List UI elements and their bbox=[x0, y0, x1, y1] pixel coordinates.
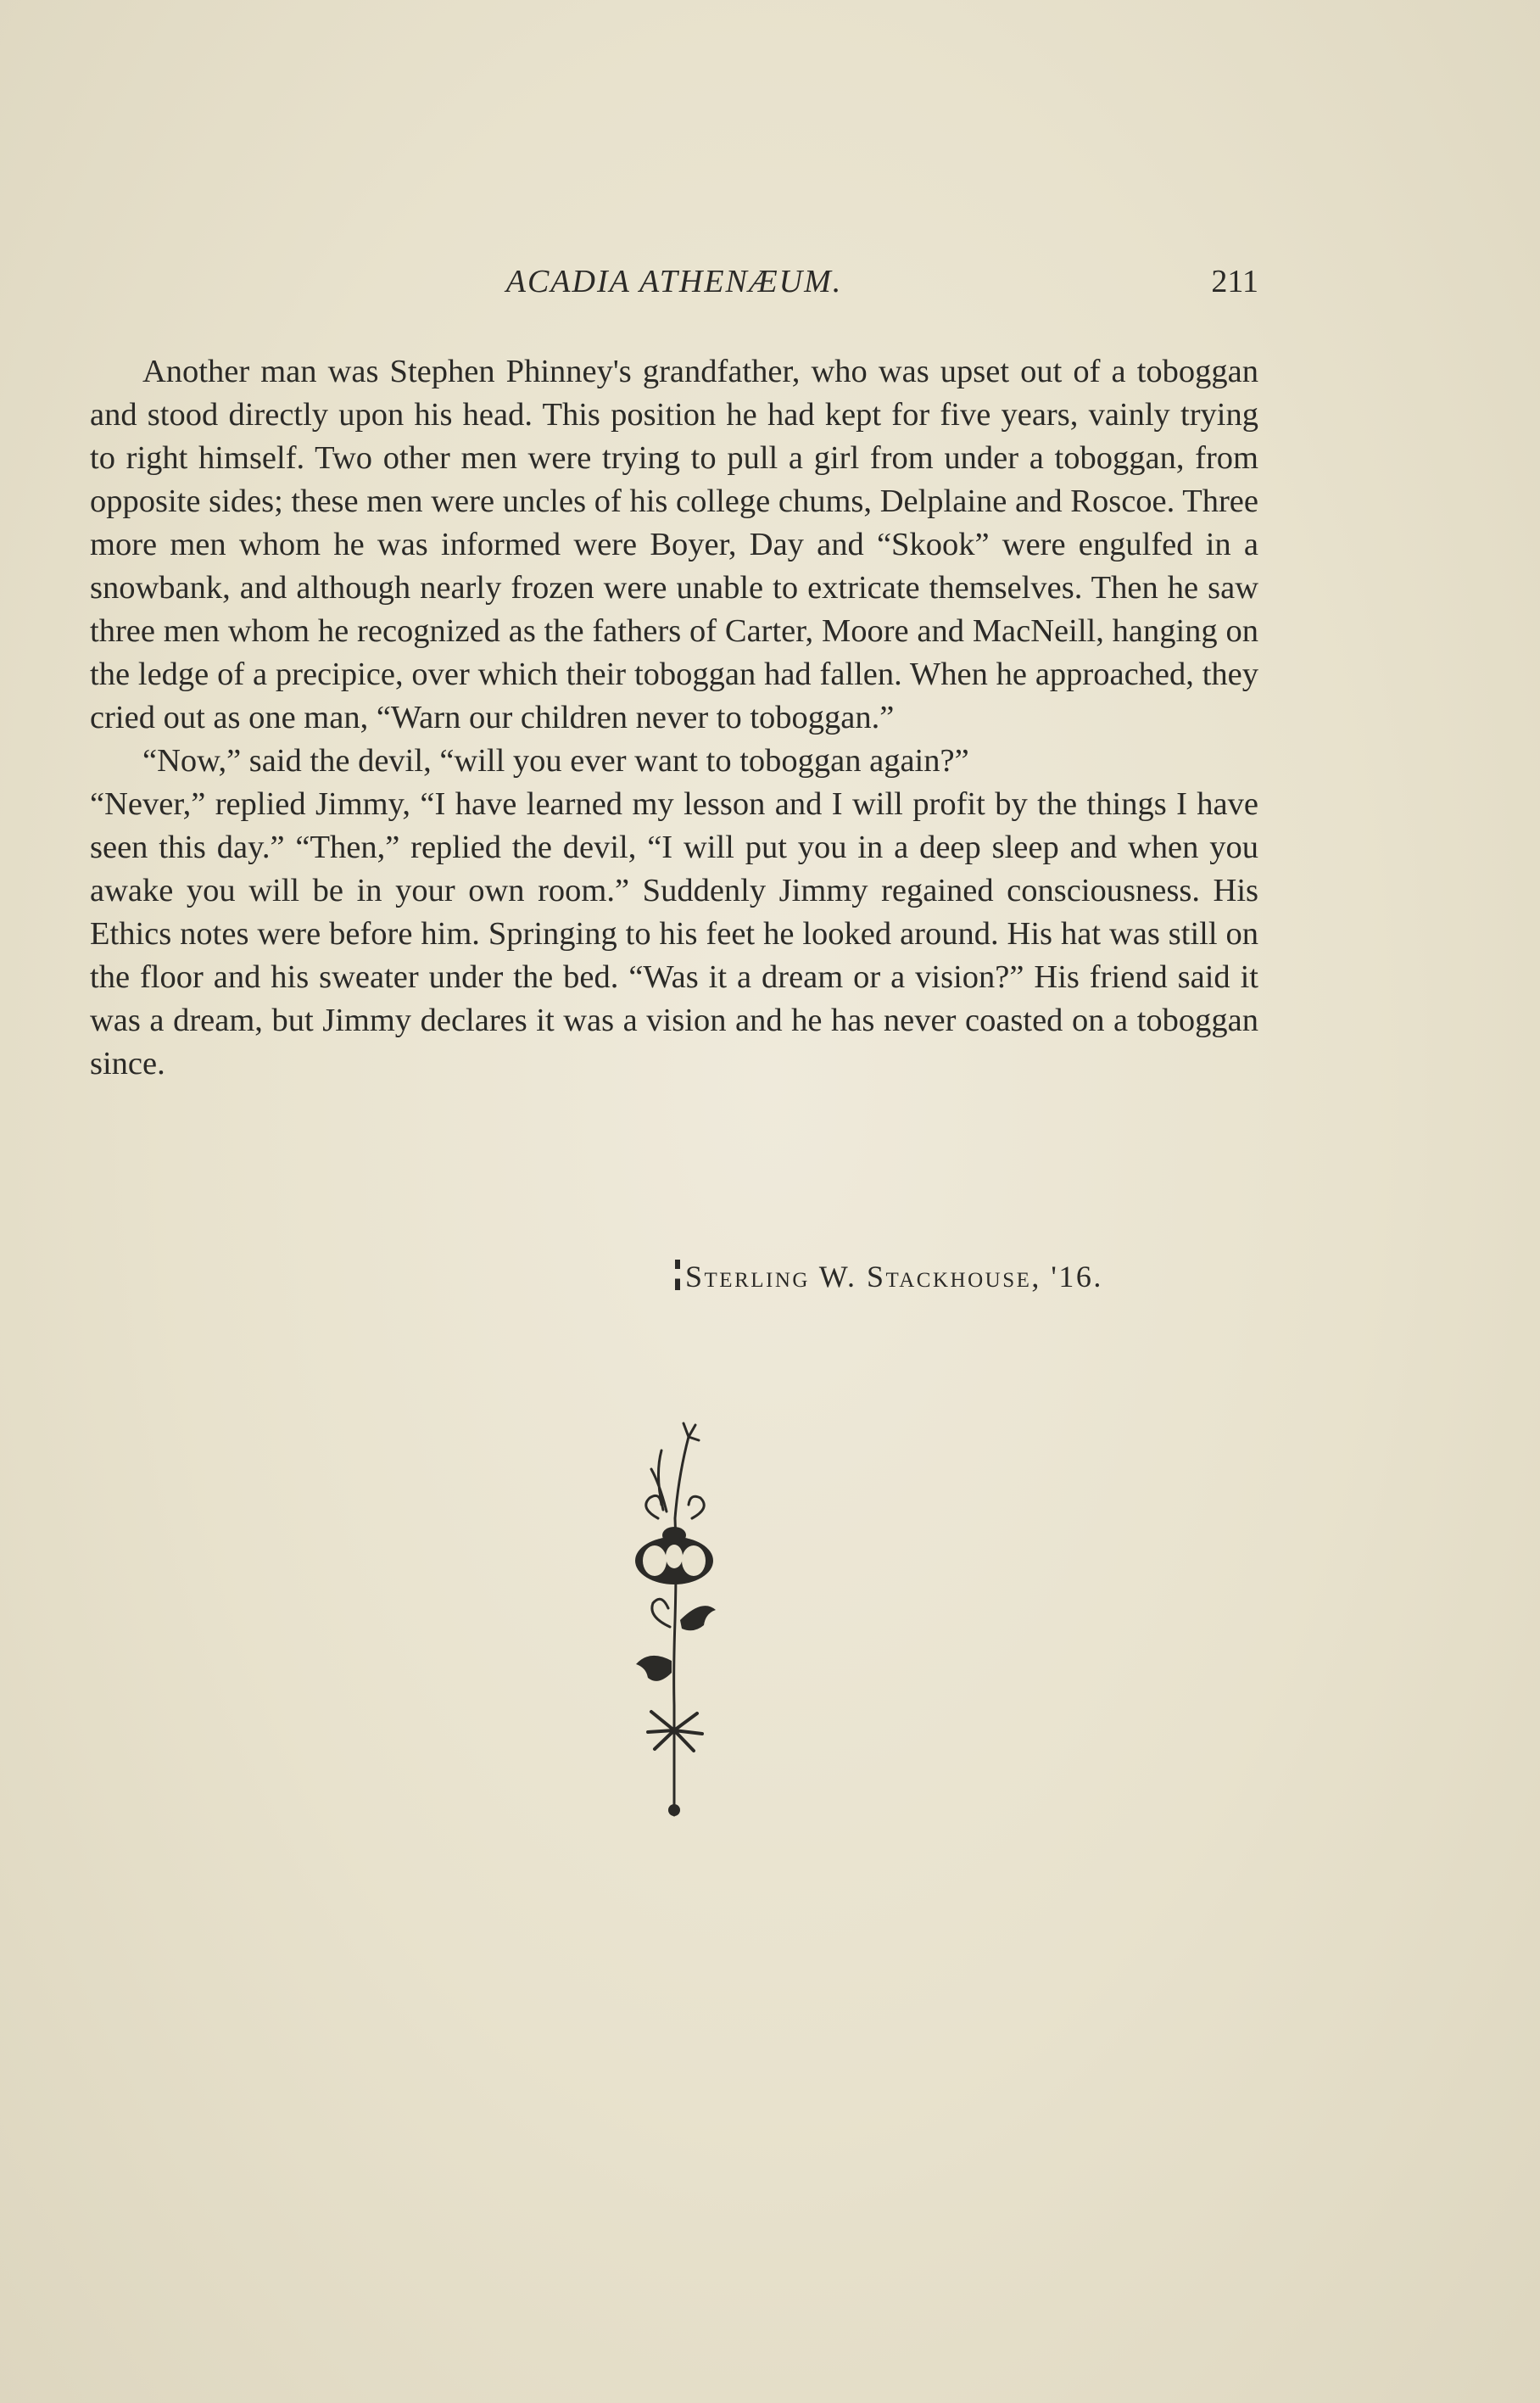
ornament-petal-center bbox=[666, 1545, 683, 1568]
page-number: 211 bbox=[1211, 264, 1258, 299]
ornament-petal-left bbox=[643, 1545, 667, 1576]
ornament-petal-right bbox=[682, 1545, 706, 1576]
paragraph-3: “Never,” replied Jimmy, “I have learned my lesson and I will profit by the things I have seen this day.” “Then,” replied the devil, “I will put you in a deep sleep and when you awake you will be in your own room.” Suddenly Jimmy regained consciousness. His Ethics notes were before him. Springing to his feet he looked around. His hat was still on the floor and his sweater under the bed. “Was it a dream or a vision?” His friend said it was a dream, but Jimmy declares it was a vision and he has never coasted on a toboggan since. bbox=[90, 786, 1258, 1081]
ornament-calyx bbox=[662, 1527, 686, 1544]
journal-title: ACADIA ATHENÆUM. bbox=[505, 264, 843, 299]
floral-tailpiece-icon bbox=[611, 1417, 738, 1824]
author-signature bbox=[675, 1259, 1103, 1294]
paragraph-2: “Now,” said the devil, “will you ever want to toboggan again?” bbox=[142, 743, 969, 779]
ornament-top-leaves bbox=[651, 1450, 667, 1512]
bracket-mark-icon bbox=[675, 1260, 680, 1290]
ornament-bud-left bbox=[636, 1656, 672, 1681]
ornament-bud-right bbox=[680, 1606, 716, 1630]
ornament-top-flower bbox=[684, 1423, 699, 1440]
paragraph-1: Another man was Stephen Phinney's grandfather, who was upset out of a toboggan and stood directly upon his head. This position he had kept for five years, vainly trying to right himself. Two other men were trying to pull a girl from under a toboggan, from opposite sides; these men were uncles of his college chums, Delplaine and Roscoe. Three more men whom he was informed were Boyer, Day and “Skook” were engulfed in a snowbank, and although nearly frozen were unable to extricate themselves. Then he saw three men whom he recognized as the fathers of Carter, Moore and MacNeill, hanging on the ledge of a precipice, over which their toboggan had fallen. When he approached, they cried out as one man, “Warn our children never to toboggan.” bbox=[90, 354, 1258, 735]
running-head bbox=[90, 263, 1258, 307]
ornament-curl-right bbox=[689, 1496, 704, 1518]
article-body bbox=[90, 350, 1258, 1086]
ornament-curl-left bbox=[646, 1495, 661, 1518]
ornament-mid-curl bbox=[652, 1599, 670, 1627]
ornament-top-stalk bbox=[675, 1437, 689, 1518]
ornament-base-dot bbox=[668, 1804, 680, 1816]
author-name: Sterling W. Stackhouse, '16. bbox=[685, 1260, 1103, 1294]
